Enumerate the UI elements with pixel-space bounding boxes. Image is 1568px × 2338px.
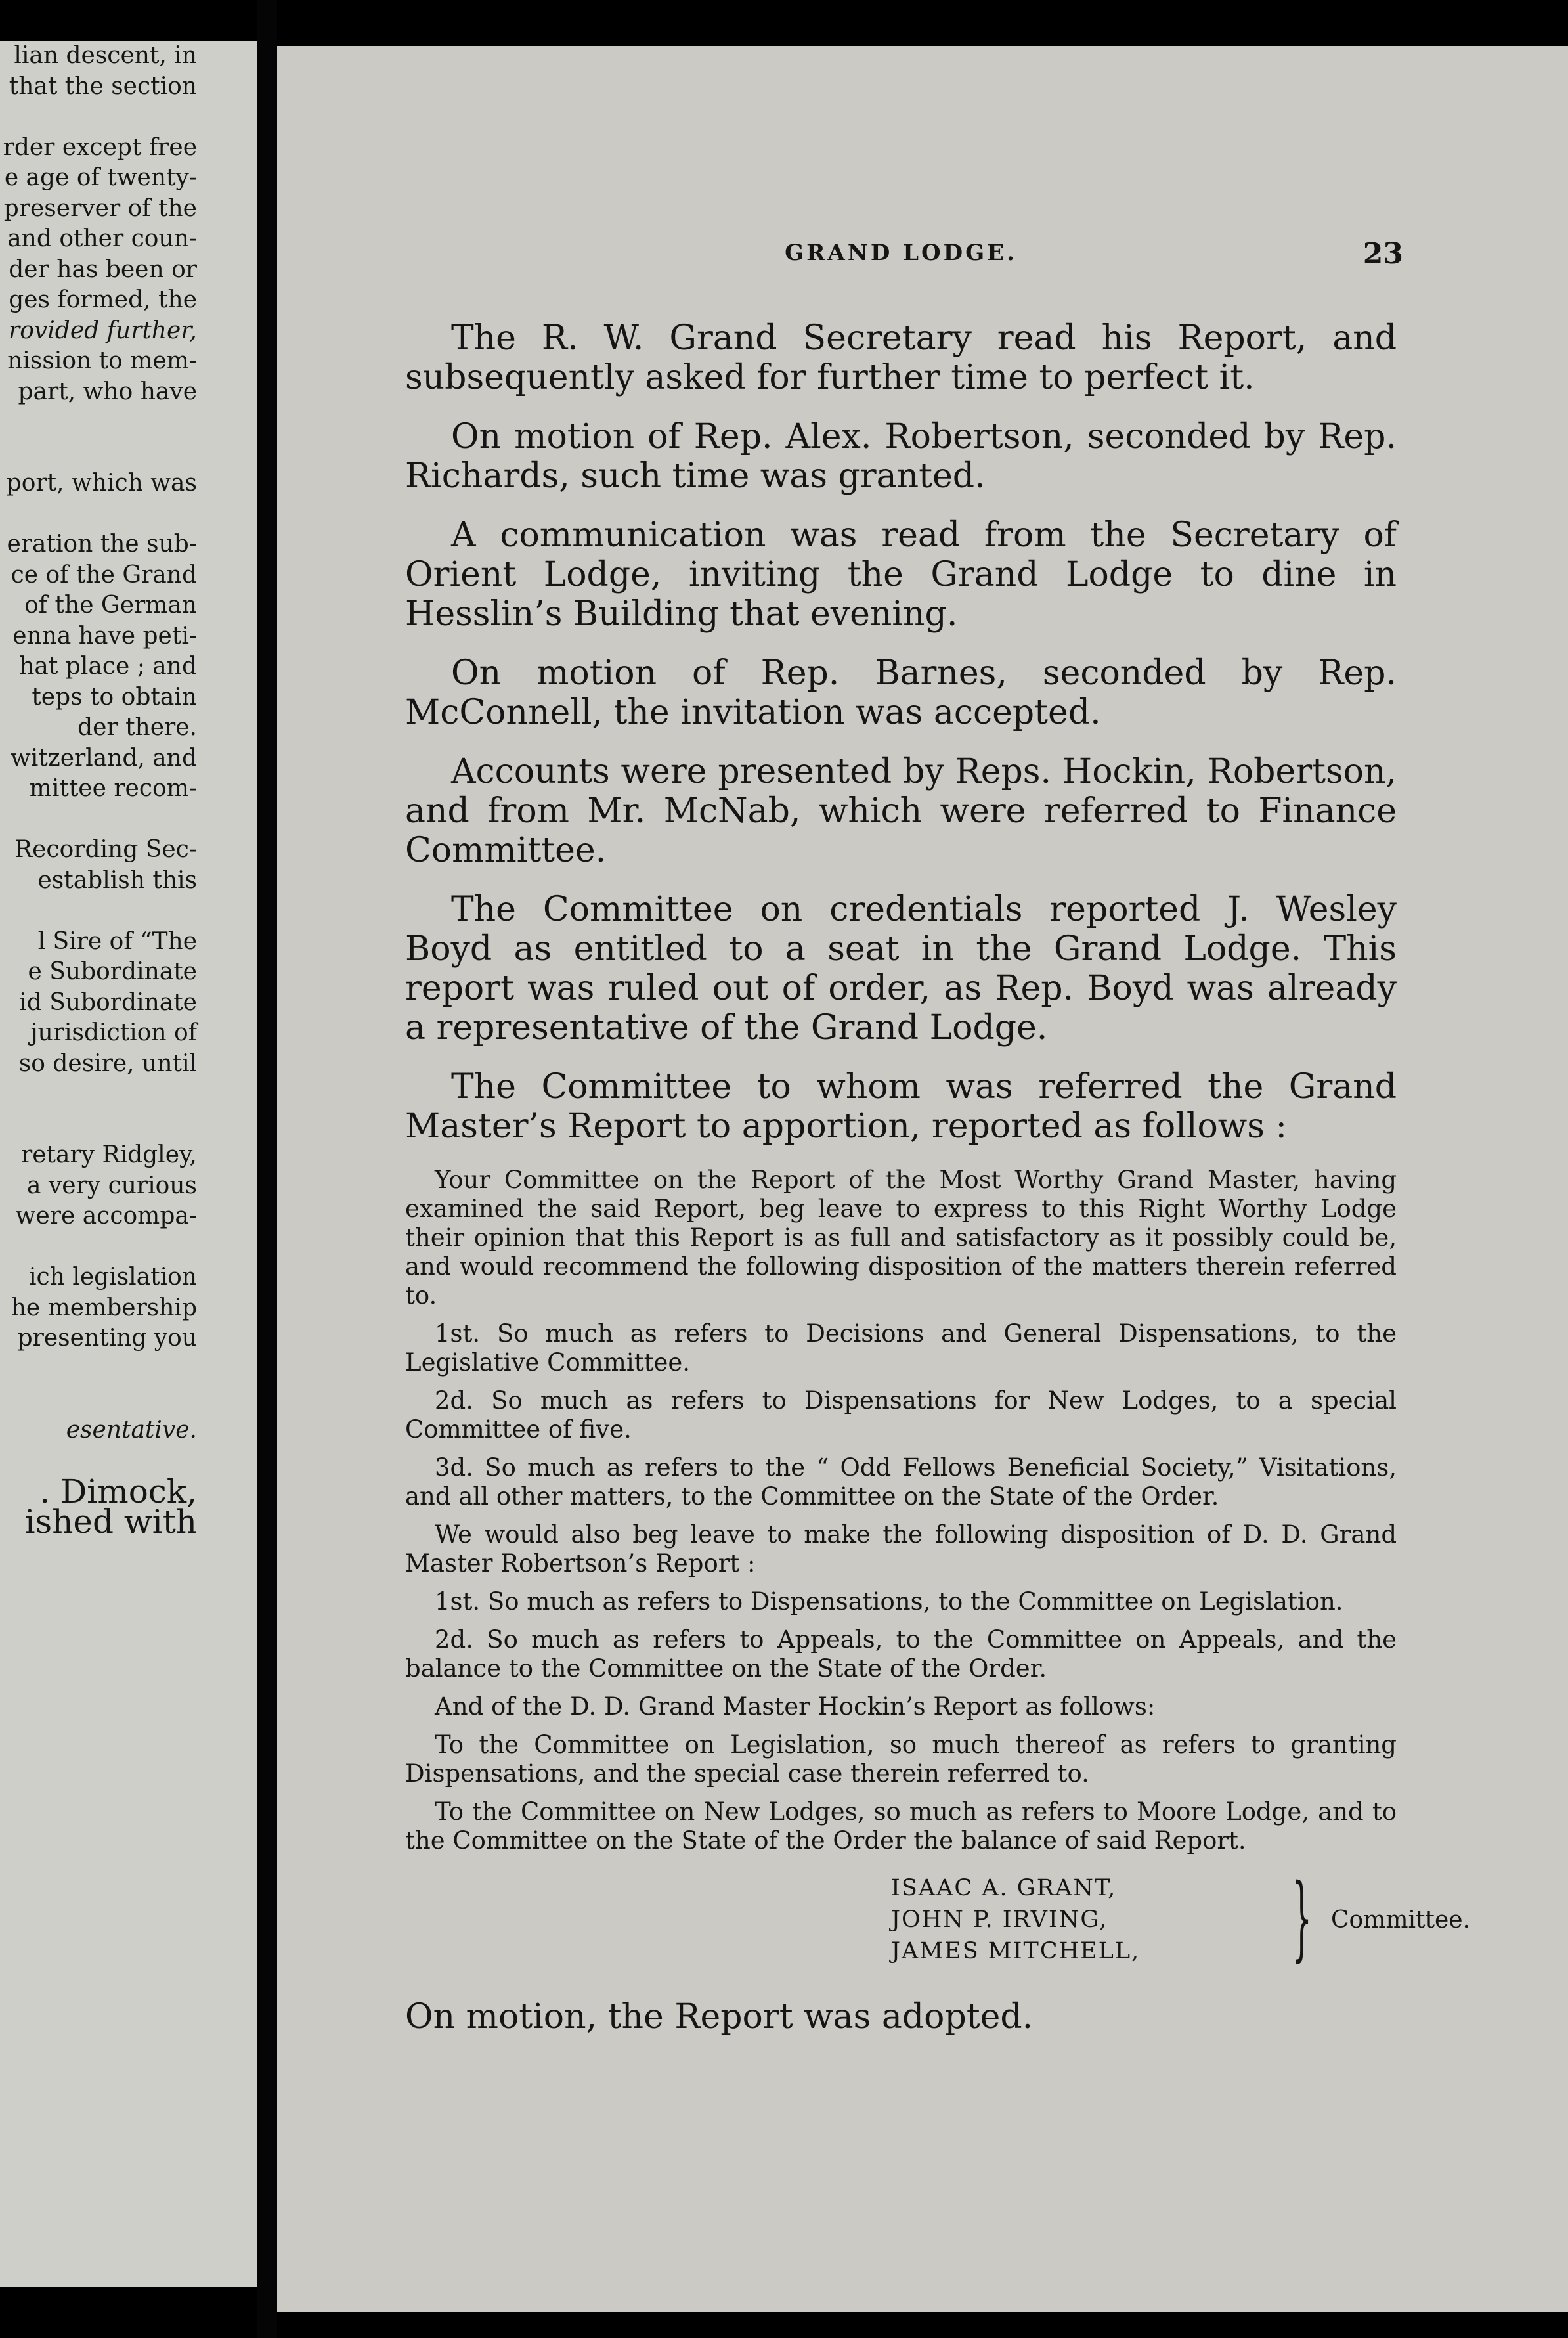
left-page-line: ges formed, the xyxy=(9,286,197,313)
report-item: And of the D. D. Grand Master Hockin’s Report as follows: xyxy=(435,1692,1156,1721)
report-item: To the Committee on Legislation, so much thereof as refers to granting Dispensations, and the special case therein referred to. xyxy=(405,1731,1397,1788)
page-body xyxy=(405,319,1470,2037)
left-page-line: der there. xyxy=(77,714,197,741)
left-page-line: witzerland, and xyxy=(10,744,197,772)
paragraph-committee-apportion: The Committee to whom was referred the Grand Master’s Report to apportion, reported as follows : xyxy=(405,1067,1397,1146)
left-page-line: that the section xyxy=(9,72,197,100)
signature-role: Committee. xyxy=(1331,1907,1470,1933)
left-page-line: e age of twenty- xyxy=(4,164,197,191)
left-page-line: mittee recom- xyxy=(29,775,197,802)
left-page-line: retary Ridgley, xyxy=(21,1141,197,1168)
left-page-line: enna have peti- xyxy=(12,622,197,650)
left-facing-page xyxy=(0,41,257,2287)
left-page-line: Recording Sec- xyxy=(14,836,197,863)
closing-motion: On motion, the Report was adopted. xyxy=(405,1997,1034,2037)
left-page-line: and other coun- xyxy=(7,225,197,252)
signature-names xyxy=(891,1872,1140,1967)
left-page-line: der has been or xyxy=(9,255,197,283)
left-page-blank-line xyxy=(0,896,197,927)
left-page-blank-line xyxy=(0,1110,197,1141)
left-page-line: a very curious xyxy=(27,1172,197,1199)
left-page-line: teps to obtain xyxy=(32,683,197,711)
running-head-title: GRAND LODGE. xyxy=(785,240,1017,266)
left-page-line: ich legislation xyxy=(29,1264,197,1290)
left-page-line: so desire, until xyxy=(18,1049,197,1077)
paragraph-credentials: The Committee on credentials reported J. Wesley Boyd as entitled to a seat in the Grand Lodge. This report was ruled out of order, as Rep. Boyd was already a representative of the Grand Lodge. xyxy=(405,890,1397,1048)
left-page-blank-line xyxy=(0,1354,197,1385)
left-page-line: . Dimock, xyxy=(39,1472,197,1511)
left-page-line: ce of the Grand xyxy=(11,561,197,588)
left-page-line: l Sire of “The xyxy=(37,927,197,955)
left-page-line: jurisdiction of xyxy=(30,1019,197,1046)
left-page-blank-line xyxy=(0,1232,197,1263)
left-page-line: ished with xyxy=(24,1503,197,1541)
left-page-line: esentative. xyxy=(66,1416,197,1444)
left-page-line: he membership xyxy=(11,1294,197,1321)
signature-name: ISAAC A. GRANT, xyxy=(891,1875,1117,1901)
left-page-blank-line xyxy=(0,1384,197,1415)
report-item: 2d. So much as refers to Dispensations for New Lodges, to a special Committee of five. xyxy=(405,1386,1397,1444)
paragraph-motion-robertson: On motion of Rep. Alex. Robertson, seconded by Rep. Richards, such time was granted. xyxy=(405,417,1397,496)
report-item: 3d. So much as refers to the “ Odd Fellows Beneficial Society,” Visitations, and all other matters, to the Committee on the State of the Order. xyxy=(405,1453,1397,1511)
left-page-line: preserver of the xyxy=(3,194,197,222)
left-page-blank-line xyxy=(0,499,197,530)
paragraph-accounts: Accounts were presented by Reps. Hockin, Robertson, and from Mr. McNab, which were referred to Finance Committee. xyxy=(405,752,1397,870)
signature-name: JOHN P. IRVING, xyxy=(891,1907,1108,1933)
left-page-line: establish this xyxy=(37,866,197,894)
left-page-text xyxy=(0,41,197,1541)
left-page-blank-line xyxy=(0,407,197,438)
binding-gutter xyxy=(257,0,277,2338)
left-page-line: hat place ; and xyxy=(19,653,197,680)
report-intro: Your Committee on the Report of the Most Worthy Grand Master, having examined the said Report, beg leave to express to this Right Worthy Lodge their opinion that this Report is as full and satisfactory as it possibly could be, and would recommend the following disposition of the matters therein referred to. xyxy=(405,1166,1397,1310)
left-page-blank-line xyxy=(0,102,197,133)
left-page-line: were accompa- xyxy=(15,1202,197,1229)
paragraph-motion-barnes: On motion of Rep. Barnes, seconded by Rep. McConnell, the invitation was accepted. xyxy=(405,653,1397,732)
left-page-blank-line xyxy=(0,438,197,469)
left-page-line: of the German xyxy=(24,592,197,619)
right-page xyxy=(277,46,1568,2312)
left-page-line: port, which was xyxy=(6,470,197,496)
running-head xyxy=(405,237,1403,279)
left-page-line: id Subordinate xyxy=(19,988,197,1016)
left-page-line: presenting you xyxy=(17,1325,197,1352)
paragraph-secretary-report: The R. W. Grand Secretary read his Report, and subsequently asked for further time to perfect it. xyxy=(405,319,1397,397)
committee-signatures xyxy=(405,1864,1470,1972)
committee-report xyxy=(405,1166,1397,1855)
left-page-line: lian descent, in xyxy=(14,42,197,69)
report-item: 2d. So much as refers to Appeals, to the Committee on Appeals, and the balance to the Committee on the State of the Order. xyxy=(405,1625,1397,1683)
left-page-line: e Subordinate xyxy=(28,958,197,985)
report-item: To the Committee on New Lodges, so much as refers to Moore Lodge, and to the Committee on the State of the Order the balance of said Report. xyxy=(405,1798,1397,1855)
signature-name: JAMES MITCHELL, xyxy=(891,1938,1141,1964)
left-page-line: nission to mem- xyxy=(7,347,197,374)
left-page-line: part, who have xyxy=(18,378,197,405)
report-item: We would also beg leave to make the following disposition of D. D. Grand Master Robertson’s Report : xyxy=(405,1520,1397,1577)
report-item: 1st. So much as refers to Decisions and General Dispensations, to the Legislative Committee. xyxy=(405,1319,1397,1377)
left-page-line: eration the sub- xyxy=(7,531,197,558)
signature-brace: } xyxy=(1292,1864,1313,1972)
left-page-line: rder except free xyxy=(3,133,197,161)
left-page-blank-line xyxy=(0,805,197,835)
paragraph-communication-orient-lodge: A communication was read from the Secretary of Orient Lodge, inviting the Grand Lodge to dine in Hesslin’s Building that evening. xyxy=(405,516,1397,634)
report-item: 1st. So much as refers to Dispensations, to the Committee on Legislation. xyxy=(435,1587,1343,1616)
left-page-blank-line xyxy=(0,1445,197,1476)
page-number: 23 xyxy=(1362,237,1403,271)
left-page-blank-line xyxy=(0,1079,197,1110)
left-page-line: rovided further, xyxy=(9,317,197,344)
